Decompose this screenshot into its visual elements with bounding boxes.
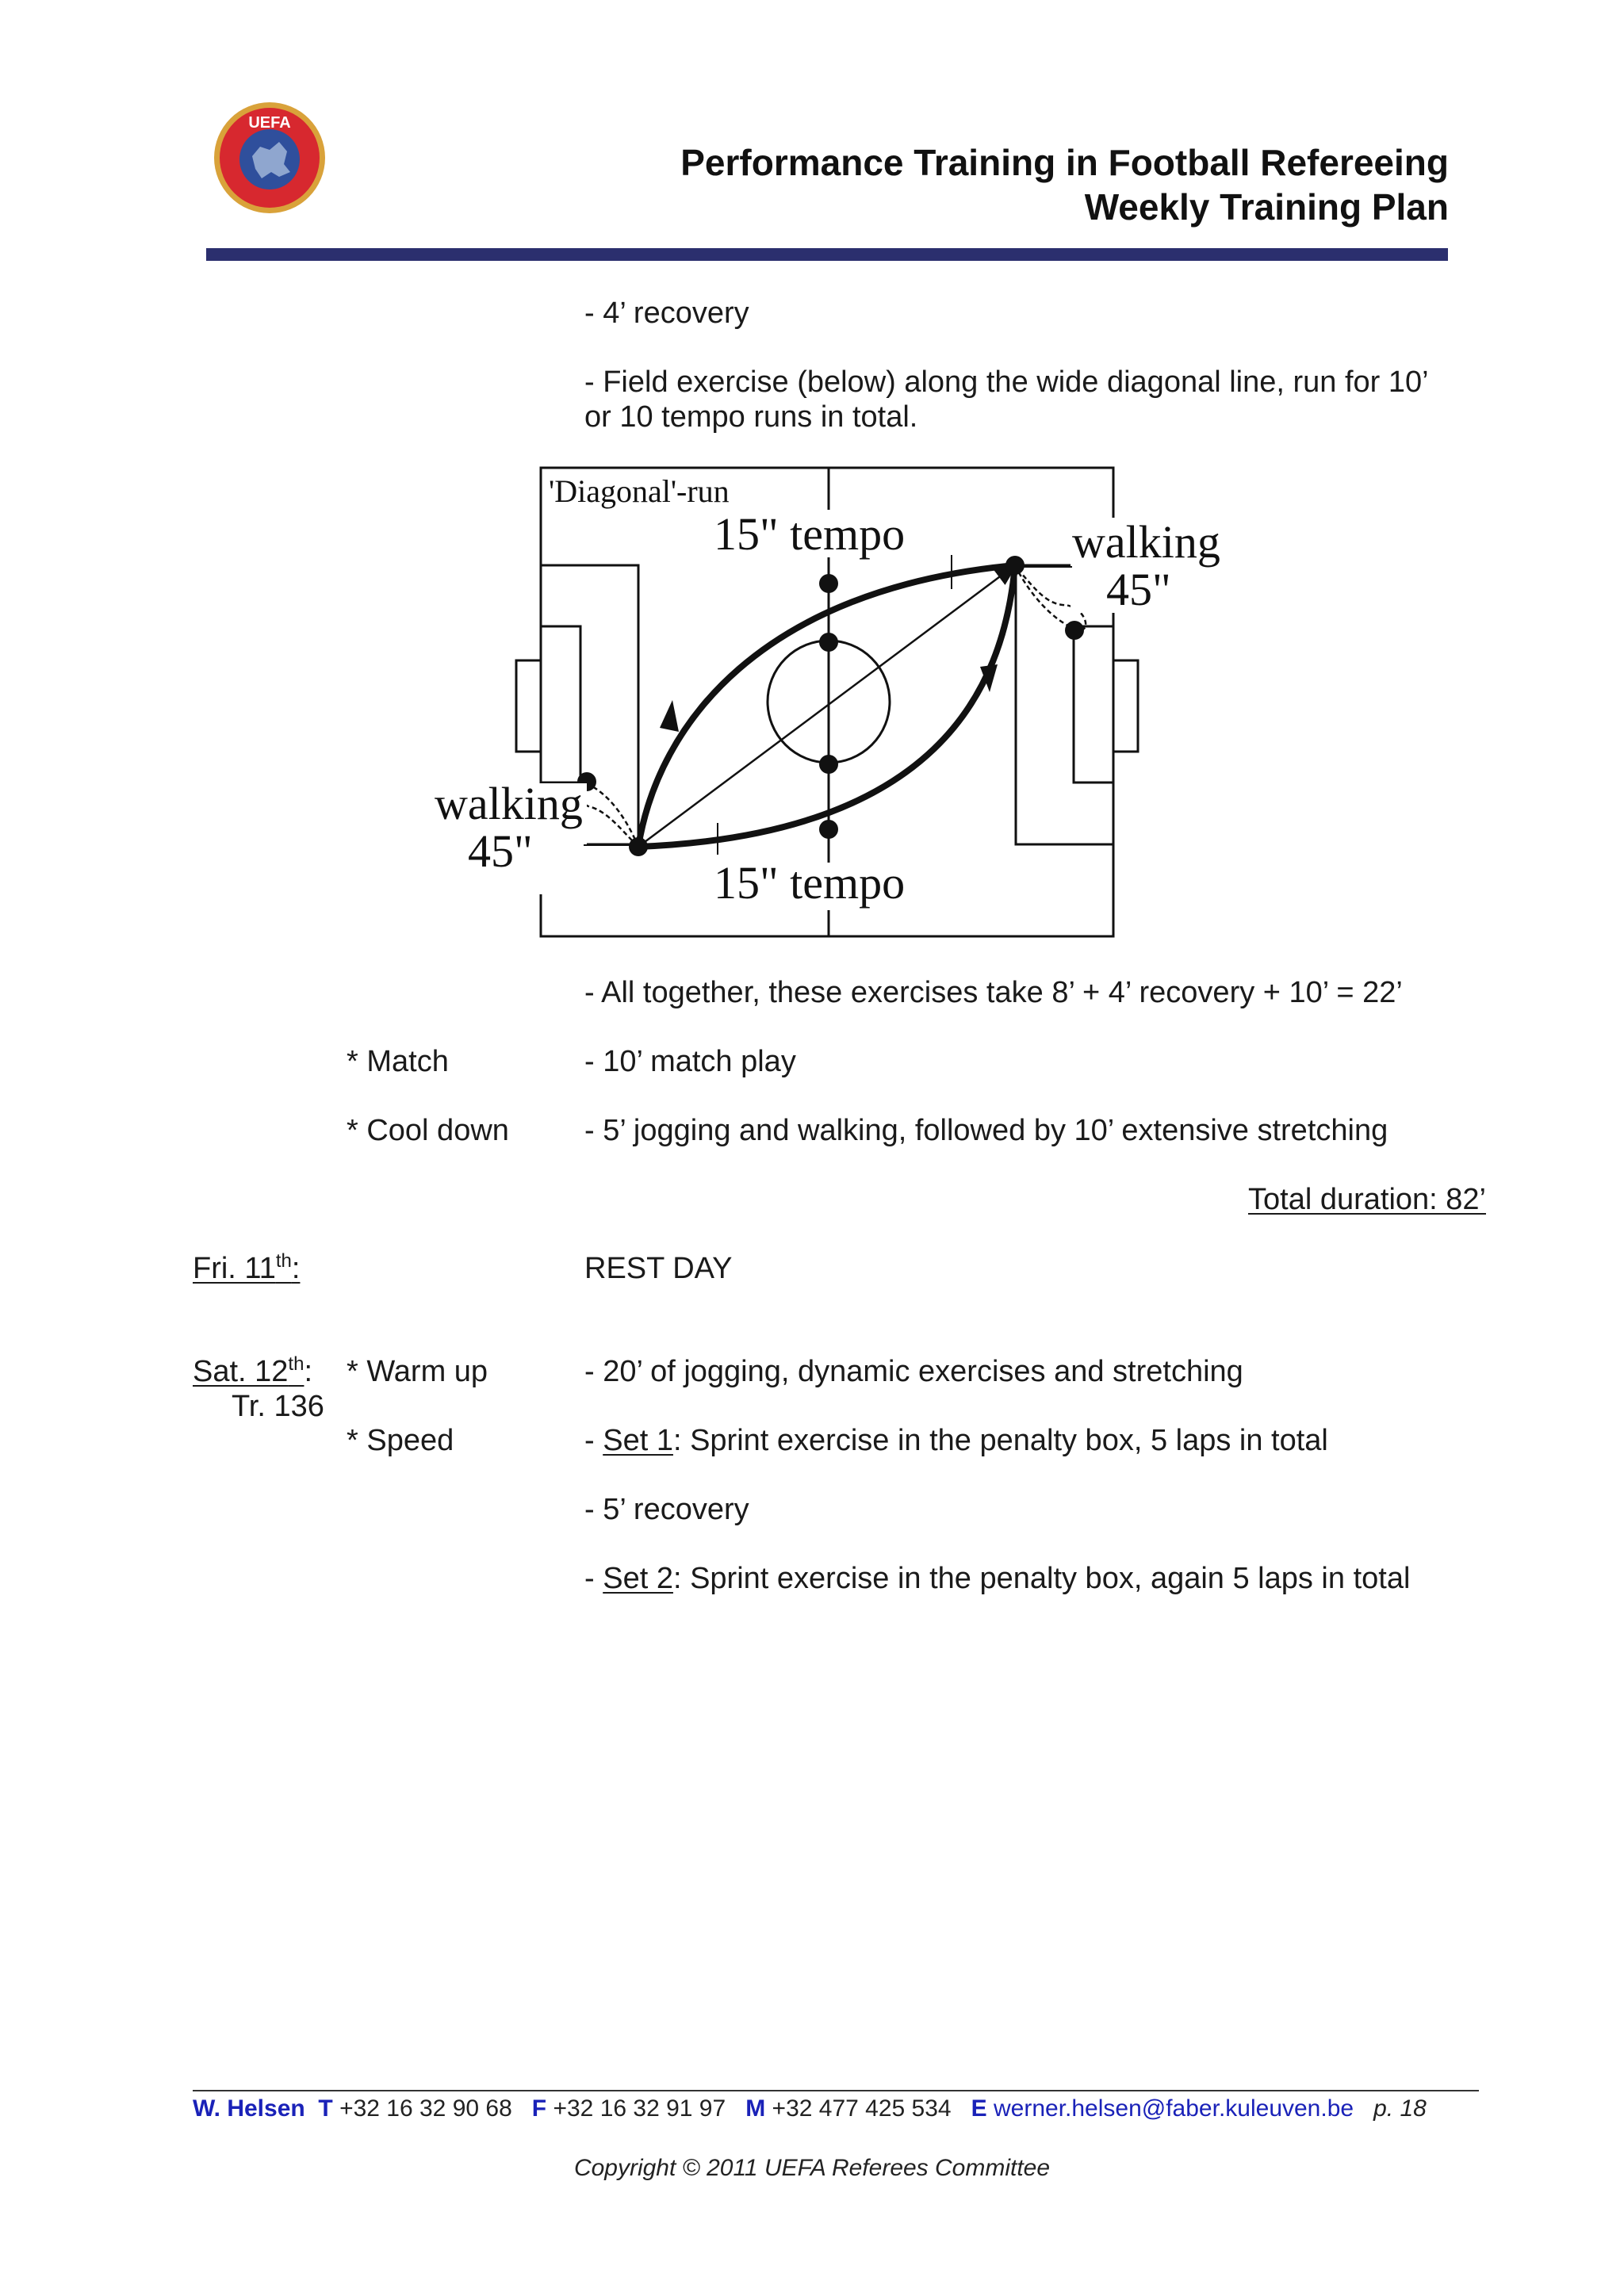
footer-contact: W. Helsen T +32 16 32 90 68 F +32 16 32 91 97 M +32 477 425 534 E werner.helsen@faber.kuleuven.be p. 18 bbox=[193, 2095, 1427, 2122]
tempo-top-label: 15" tempo bbox=[714, 508, 906, 560]
footer-email-link[interactable]: werner.helsen@faber.kuleuven.be bbox=[993, 2095, 1354, 2122]
dot-circle-top bbox=[819, 633, 838, 652]
footer-rule bbox=[193, 2090, 1479, 2091]
uefa-logo bbox=[213, 101, 327, 215]
walking-left-time: 45" bbox=[468, 825, 533, 877]
match-text: - 10’ match play bbox=[584, 1045, 796, 1078]
walking-left-label: walking bbox=[435, 778, 583, 829]
cooldown-text: - 5’ jogging and walking, followed by 10’ extensive stretching bbox=[584, 1114, 1388, 1147]
left-goal-area bbox=[541, 626, 580, 783]
warmup-label: * Warm up bbox=[347, 1355, 488, 1388]
dot-right-start bbox=[1005, 556, 1025, 575]
set2-text: - Set 2: Sprint exercise in the penalty box, again 5 laps in total bbox=[584, 1562, 1411, 1595]
speed-label: * Speed bbox=[347, 1424, 454, 1457]
right-goal-area bbox=[1074, 626, 1113, 783]
tempo-bottom-label: 15" tempo bbox=[714, 857, 906, 909]
page-title-line2: Weekly Training Plan bbox=[1084, 186, 1449, 228]
recovery-5-text: - 5’ recovery bbox=[584, 1493, 749, 1526]
rest-day-text: REST DAY bbox=[584, 1252, 733, 1285]
copyright-text: Copyright © 2011 UEFA Referees Committee bbox=[573, 2155, 1051, 2181]
walking-right-label: walking bbox=[1072, 516, 1220, 568]
left-goal bbox=[516, 660, 541, 752]
dot-right-walk bbox=[1065, 621, 1084, 640]
walking-right-time: 45" bbox=[1106, 564, 1171, 615]
dot-mid-top bbox=[819, 574, 838, 593]
all-together-text: - All together, these exercises take 8’ + 4’ recovery + 10’ = 22’ bbox=[584, 976, 1403, 1009]
header-rule bbox=[206, 248, 1448, 261]
diagonal-run-diagram bbox=[428, 462, 1245, 947]
diagonal-line bbox=[638, 565, 1015, 847]
training-number: Tr. 136 bbox=[232, 1390, 324, 1423]
diagram-title: 'Diagonal'-run bbox=[549, 473, 730, 509]
field-exercise-line1: - Field exercise (below) along the wide diagonal line, run for 10’ bbox=[584, 365, 1429, 399]
dot-left-start bbox=[629, 837, 648, 856]
recovery-4-text: - 4’ recovery bbox=[584, 297, 749, 330]
svg-text:UEFA: UEFA bbox=[248, 114, 291, 132]
set1-text: - Set 1: Sprint exercise in the penalty box, 5 laps in total bbox=[584, 1424, 1328, 1457]
right-goal bbox=[1113, 660, 1138, 752]
field-exercise-line2: or 10 tempo runs in total. bbox=[584, 400, 918, 434]
footer-mobile: +32 477 425 534 bbox=[772, 2095, 952, 2122]
sat-day-label: Sat. 12th: bbox=[193, 1353, 312, 1388]
page-number: p. 18 bbox=[1373, 2095, 1427, 2122]
fri-day-label: Fri. 11th: bbox=[193, 1250, 301, 1285]
dot-circle-bottom bbox=[819, 755, 838, 774]
total-duration: Total duration: 82’ bbox=[1248, 1183, 1486, 1216]
match-label: * Match bbox=[347, 1045, 449, 1078]
page-title-line1: Performance Training in Football Refereeing bbox=[680, 142, 1449, 183]
warmup-text: - 20’ of jogging, dynamic exercises and stretching bbox=[584, 1355, 1243, 1388]
footer-phone: +32 16 32 90 68 bbox=[339, 2095, 512, 2122]
footer-name: W. Helsen bbox=[193, 2095, 305, 2122]
dot-mid-bottom bbox=[819, 820, 838, 839]
cooldown-label: * Cool down bbox=[347, 1114, 509, 1147]
footer-fax: +32 16 32 91 97 bbox=[553, 2095, 726, 2122]
